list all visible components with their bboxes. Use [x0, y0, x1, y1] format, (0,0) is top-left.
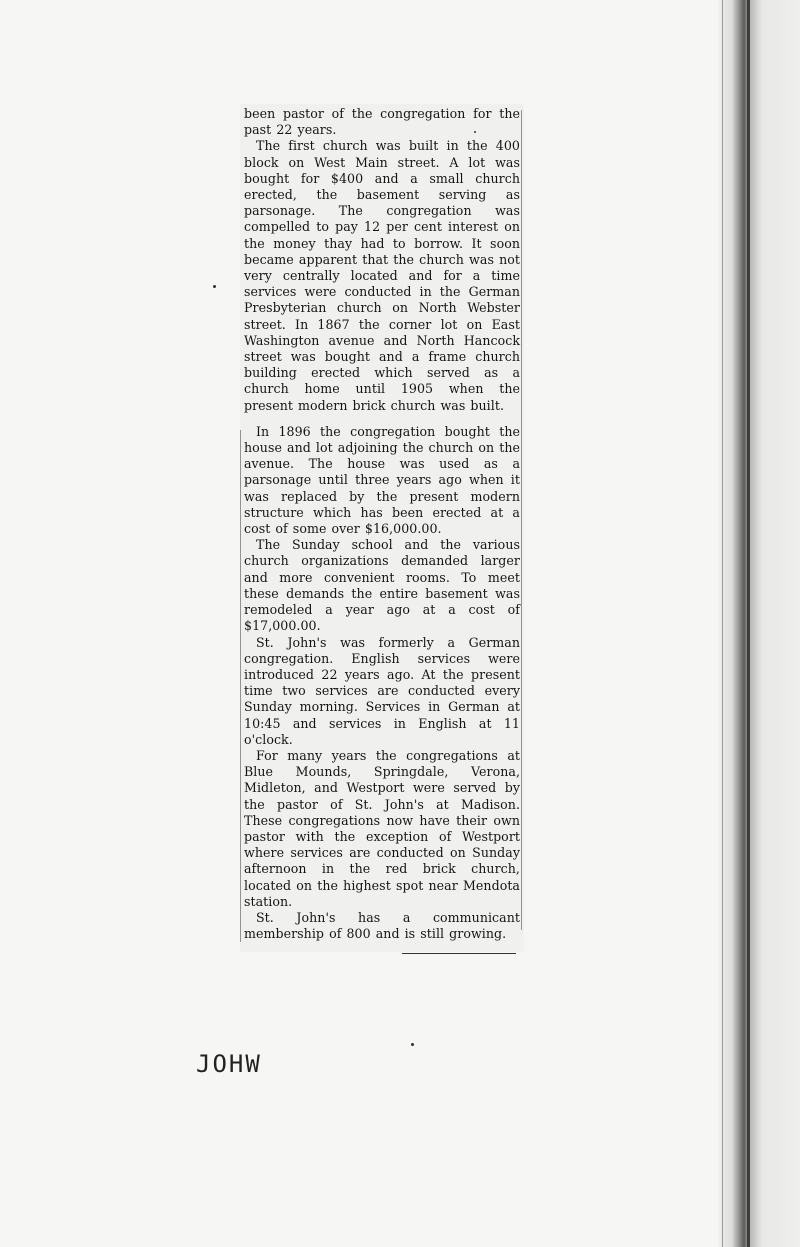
column-rule-left: [240, 430, 241, 942]
article-paragraph-3: In 1896 the congregation bought the house and lot adjoining the church on the avenue. The house was used as a parsonage until three years ago when it was replaced by the present modern structure which has been erected at a cost of some over $16,000.00.: [244, 423, 520, 537]
scan-speck: [213, 285, 216, 288]
column-rule-right: [521, 110, 522, 930]
article-paragraph-4: The Sunday school and the various church organizations demanded larger and more convenient rooms. To meet these demands the entire basement was remodeled a year ago at a cost of $17,000.00.: [244, 537, 520, 634]
scan-speck: [411, 1043, 414, 1046]
binding-edge-faint: [722, 0, 723, 1247]
perforation-stamp: JOHW: [196, 1050, 262, 1078]
article-end-rule: [402, 953, 516, 954]
scan-speck: [474, 131, 476, 133]
article-paragraph-2: The first church was built in the 400 block on West Main street. A lot was bought for $400 and a small church erected, the basement serving as parsonage. The congregation was compelled to pay 12 per cent interest on the money thay had to borrow. It soon became apparent that the church was not very centrally located and for a time services were conducted in the German Presbyterian church on North Webster street. In 1867 the corner lot on East Washington avenue and North Hancock street was bought and a frame church building erected which served as a church home until 1905 when the present modern brick church was built.: [244, 138, 520, 413]
article-paragraph-6: For many years the congregations at Blue Mounds, Springdale, Verona, Midleton, and Westport were served by the pastor of St. John's at Madison. These congregations now have their own pastor with the exception of Westport where services are conducted on Sunday afternoon in the red brick church, located on the highest spot near Mendota station.: [244, 747, 520, 909]
article-paragraph-1: been pastor of the congregation for the past 22 years.: [244, 106, 520, 138]
page-binding-shadow: [718, 0, 800, 1247]
article-paragraph-5: St. John's was formerly a German congregation. English services were introduced 22 years ago. At the present time two services are conducted every Sunday morning. Services in German at 10:45 and services in English at 11 o'clock.: [244, 634, 520, 747]
binding-edge: [747, 0, 750, 1247]
article-column: [244, 106, 520, 942]
article-paragraph-7: St. John's has a communicant membership of 800 and is still growing.: [244, 909, 520, 942]
